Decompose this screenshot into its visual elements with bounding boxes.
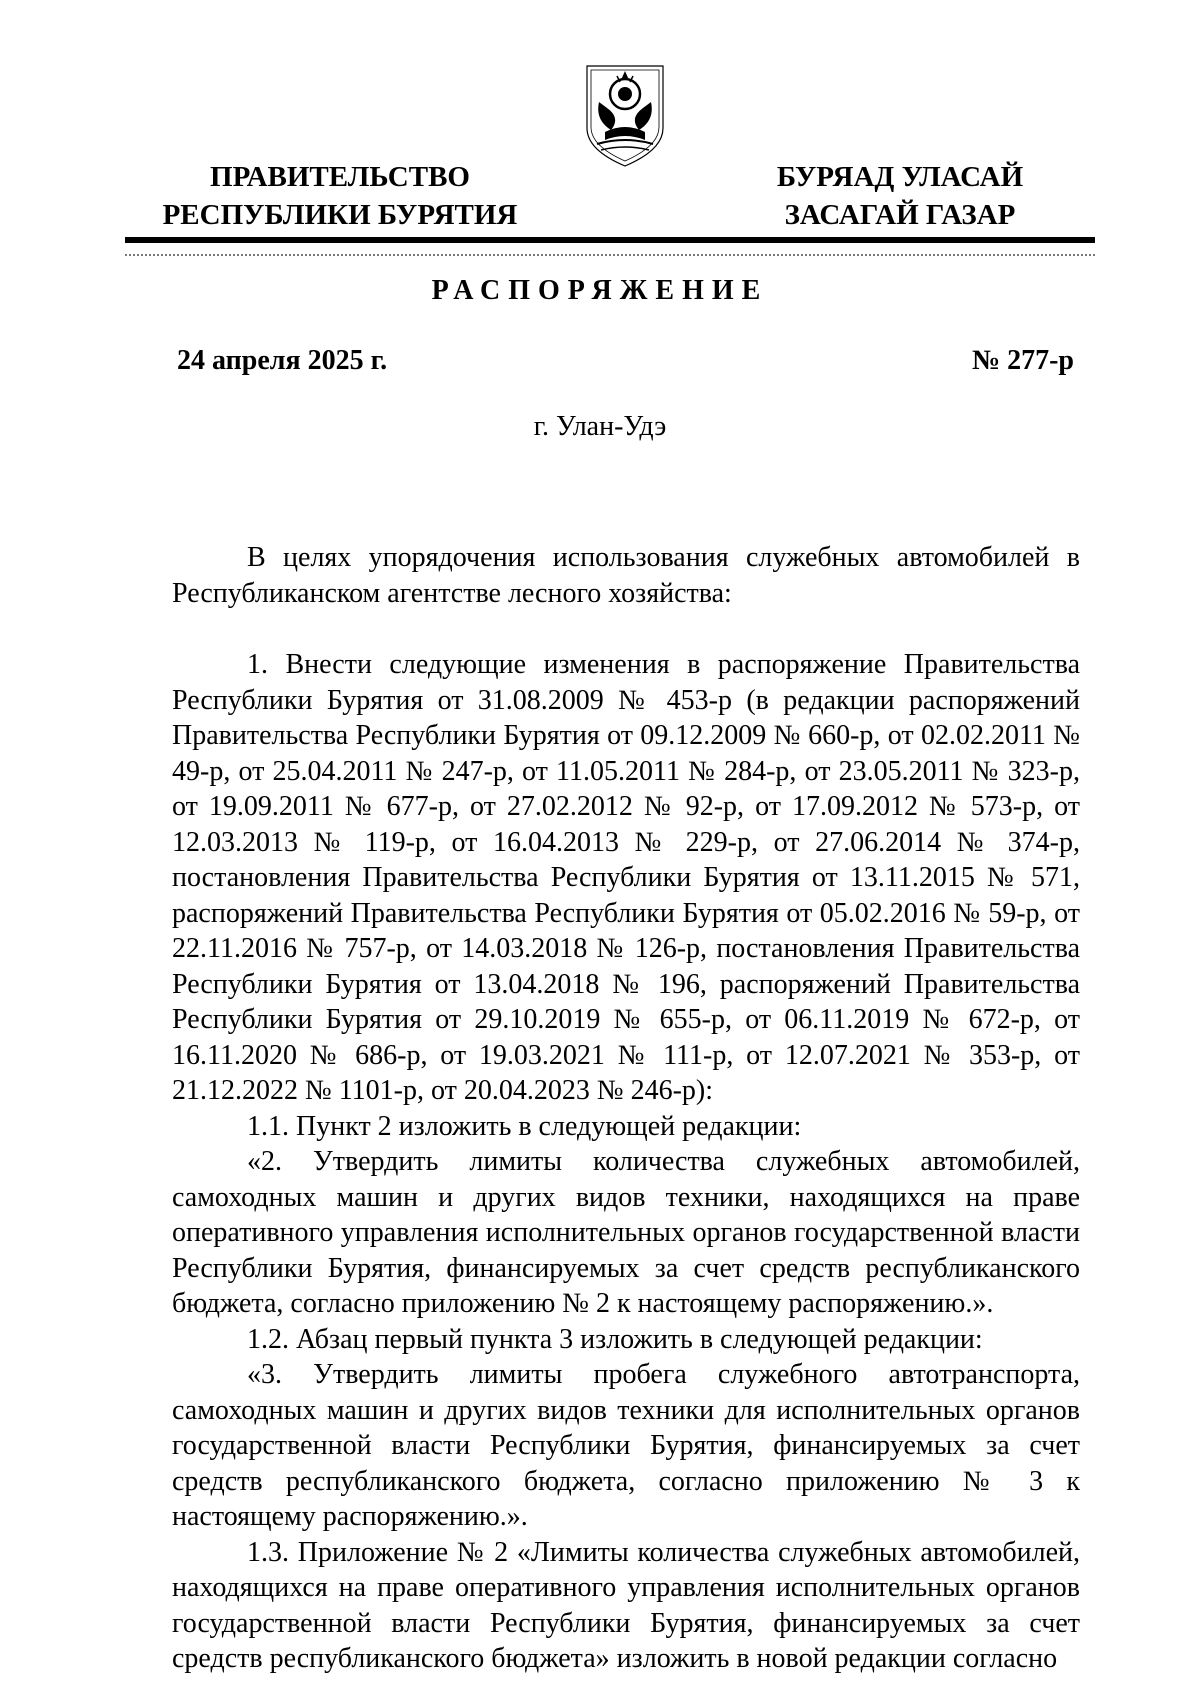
government-name-bua-line2: ЗАСАГАЙ ГАЗАР bbox=[784, 199, 1016, 231]
preamble-paragraph: В целях упорядочения использования служебных автомобилей в Республиканском агентстве лесного хозяйства: bbox=[172, 542, 1080, 609]
document-city: г. Улан-Удэ bbox=[533, 411, 667, 442]
header-divider-thin bbox=[125, 254, 1095, 256]
document-body bbox=[172, 540, 1080, 1677]
government-name-bua-line1: БУРЯАД УЛАСАЙ bbox=[776, 161, 1024, 193]
item-1-3-paragraph: 1.3. Приложение № 2 «Лимиты количества служебных автомобилей, находящихся на праве оперативного управления исполнительных органов государственной власти Республики Бурятия, финансируемых за счет средств республиканского бюджета» изложить в новой редакции согласно bbox=[172, 1536, 1080, 1674]
item-1-1-quote-paragraph: «2. Утвердить лимиты количества служебных автомобилей, самоходных машин и других видов техники, находящихся на праве оперативного управления исполнительных органов государственной власти Республики Бурятия, финансируемых за счет средств республиканского бюджета, согласно приложению № 2 к настоящему распоряжению.». bbox=[172, 1146, 1080, 1319]
government-name-ru-line2: РЕСПУБЛИКИ БУРЯТИЯ bbox=[162, 199, 518, 231]
document-title: РАСПОРЯЖЕНИЕ bbox=[431, 275, 769, 306]
item-1-1-paragraph: 1.1. Пункт 2 изложить в следующей редакции: bbox=[247, 1110, 802, 1142]
coat-of-arms-icon bbox=[581, 58, 669, 170]
government-name-ru-line1: ПРАВИТЕЛЬСТВО bbox=[210, 161, 470, 193]
item-1-paragraph: 1. Внести следующие изменения в распоряжение Правительства Республики Бурятия от 31.08.2009 № 453-р (в редакции распоряжений Правительства Республики Бурятия от 09.12.2009 № 660-р, от 02.02.2011 № 49-р, от 25.04.2011 № 247-р, от 11.05.2011 № 284-р, от 23.05.2011 № 323-р, от 19.09.2011 № 677-р, от 27.02.2012 № 92-р, от 17.09.2012 № 573-р, от 12.03.2013 № 119-р, от 16.04.2013 № 229-р, от 27.06.2014 № 374-р, постановления Правительства Республики Бурятия от 13.11.2015 № 571, распоряжений Правительства Республики Бурятия от 05.02.2016 № 59-р, от 22.11.2016 № 757-р, от 14.03.2018 № 126-р, постановления Правительства Республики Бурятия от 13.04.2018 № 196, распоряжений Правительства Республики Бурятия от 29.10.2019 № 655-р, от 06.11.2019 № 672-р, от 16.11.2020 № 686-р, от 19.03.2021 № 111-р, от 12.07.2021 № 353-р, от 21.12.2022 № 1101-р, от 20.04.2023 № 246-р): bbox=[172, 649, 1080, 1106]
item-1-2-paragraph: 1.2. Абзац первый пункта 3 изложить в следующей редакции: bbox=[247, 1323, 983, 1355]
document-number: № 277-р bbox=[971, 345, 1074, 376]
header-divider-thick bbox=[125, 237, 1095, 243]
government-name-ru bbox=[150, 158, 530, 234]
document-date: 24 апреля 2025 г. bbox=[177, 345, 388, 376]
item-1-2-quote-paragraph: «3. Утвердить лимиты пробега служебного автотранспорта, самоходных машин и других видов техники для исполнительных органов государственной власти Республики Бурятия, финансируемых за счет средств республиканского бюджета, согласно приложению № 3 к настоящему распоряжению.». bbox=[172, 1359, 1080, 1532]
government-name-bua bbox=[745, 158, 1055, 234]
